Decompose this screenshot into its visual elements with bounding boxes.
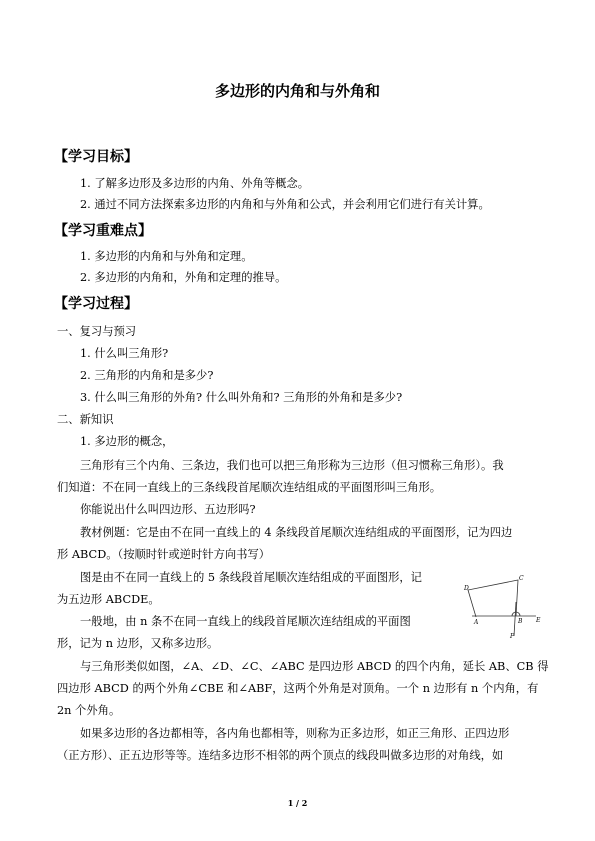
review-item-3: 3. 什么叫三角形的外角? 什么叫外角和? 三角形的外角和是多少? [80,391,403,404]
paragraph-line: 教材例题：它是由不在同一直线上的 4 条线段首尾顺次连结组成的平面图形，记为四边 [80,526,513,539]
paragraph-line: 四边形 ABCD 的两个外角∠CBE 和∠ABF，这两个外角是对顶角。一个 n 边形有 n 个内角，有 [57,682,539,695]
new-knowledge-heading: 二、新知识 [57,413,114,426]
paragraph-line: 为五边形 ABCDE。 [57,593,160,606]
label-e: E [536,617,541,624]
paragraph-line: 形，记为 n 边形，又称多边形。 [57,637,219,650]
paragraph-line: 你能说出什么叫四边形、五边形吗? [80,503,256,516]
figure-line-cf [514,602,516,636]
label-d: D [464,585,469,592]
paragraph-line: 形 ABCD。（按顺时针或逆时针方向书写） [57,548,271,561]
paragraph-line: 三角形有三个内角、三条边，我们也可以把三角形称为三边形（但习惯称三角形）。我 [80,459,504,472]
new-knowledge-sub: 1. 多边形的概念， [80,435,174,448]
review-item-1: 1. 什么叫三角形? [80,347,169,360]
label-a: A [474,619,479,626]
review-item-2: 2. 三角形的内角和是多少? [80,369,214,382]
paragraph-line: 们知道：不在同一直线上的三条线段首尾顺次连结组成的平面图形叫三角形。 [57,481,442,494]
paragraph-line: 图是由不在同一直线上的 5 条线段首尾顺次连结组成的平面图形，记 [80,571,422,584]
label-b: B [518,618,523,625]
page-title: 多边形的内角和与外角和 [214,82,380,100]
key-point-item-2: 2. 多边形的内角和，外角和定理的推导。 [80,271,287,284]
section-heading-goals: 【学习目标】 [54,149,138,165]
paragraph-line: （正方形）、正五边形等等。连结多边形不相邻的两个顶点的线段叫做多边形的对角线，如 [57,749,504,762]
section-heading-process: 【学习过程】 [54,296,138,312]
goal-item-2: 2. 通过不同方法探索多边形的内角和与外角和公式，并会利用它们进行有关计算。 [80,198,490,211]
paragraph-line: 如果多边形的各边都相等，各内角也都相等，则称为正多边形，如正三角形、正四边形 [80,727,510,740]
paragraph-line: 2n 个外角。 [57,704,121,717]
label-c: C [519,575,524,582]
review-heading: 一、复习与预习 [57,325,137,338]
paragraph-line: 一般地，由 n 条不在同一直线上的线段首尾顺次连结组成的平面图 [80,615,411,628]
key-point-item-1: 1. 多边形的内角和与外角和定理。 [80,250,253,263]
goal-item-1: 1. 了解多边形及多边形的内角、外角等概念。 [80,177,310,190]
label-f: F [510,633,515,640]
figure-edges [468,580,518,617]
section-heading-key-points: 【学习重难点】 [54,223,152,239]
page-number: 1 / 2 [287,798,308,808]
paragraph-line: 与三角形类似如图，∠A、∠D、∠C、∠ABC 是四边形 ABCD 的四个内角，延长 AB、CB 得 [80,660,549,673]
quadrilateral-figure [462,572,548,642]
